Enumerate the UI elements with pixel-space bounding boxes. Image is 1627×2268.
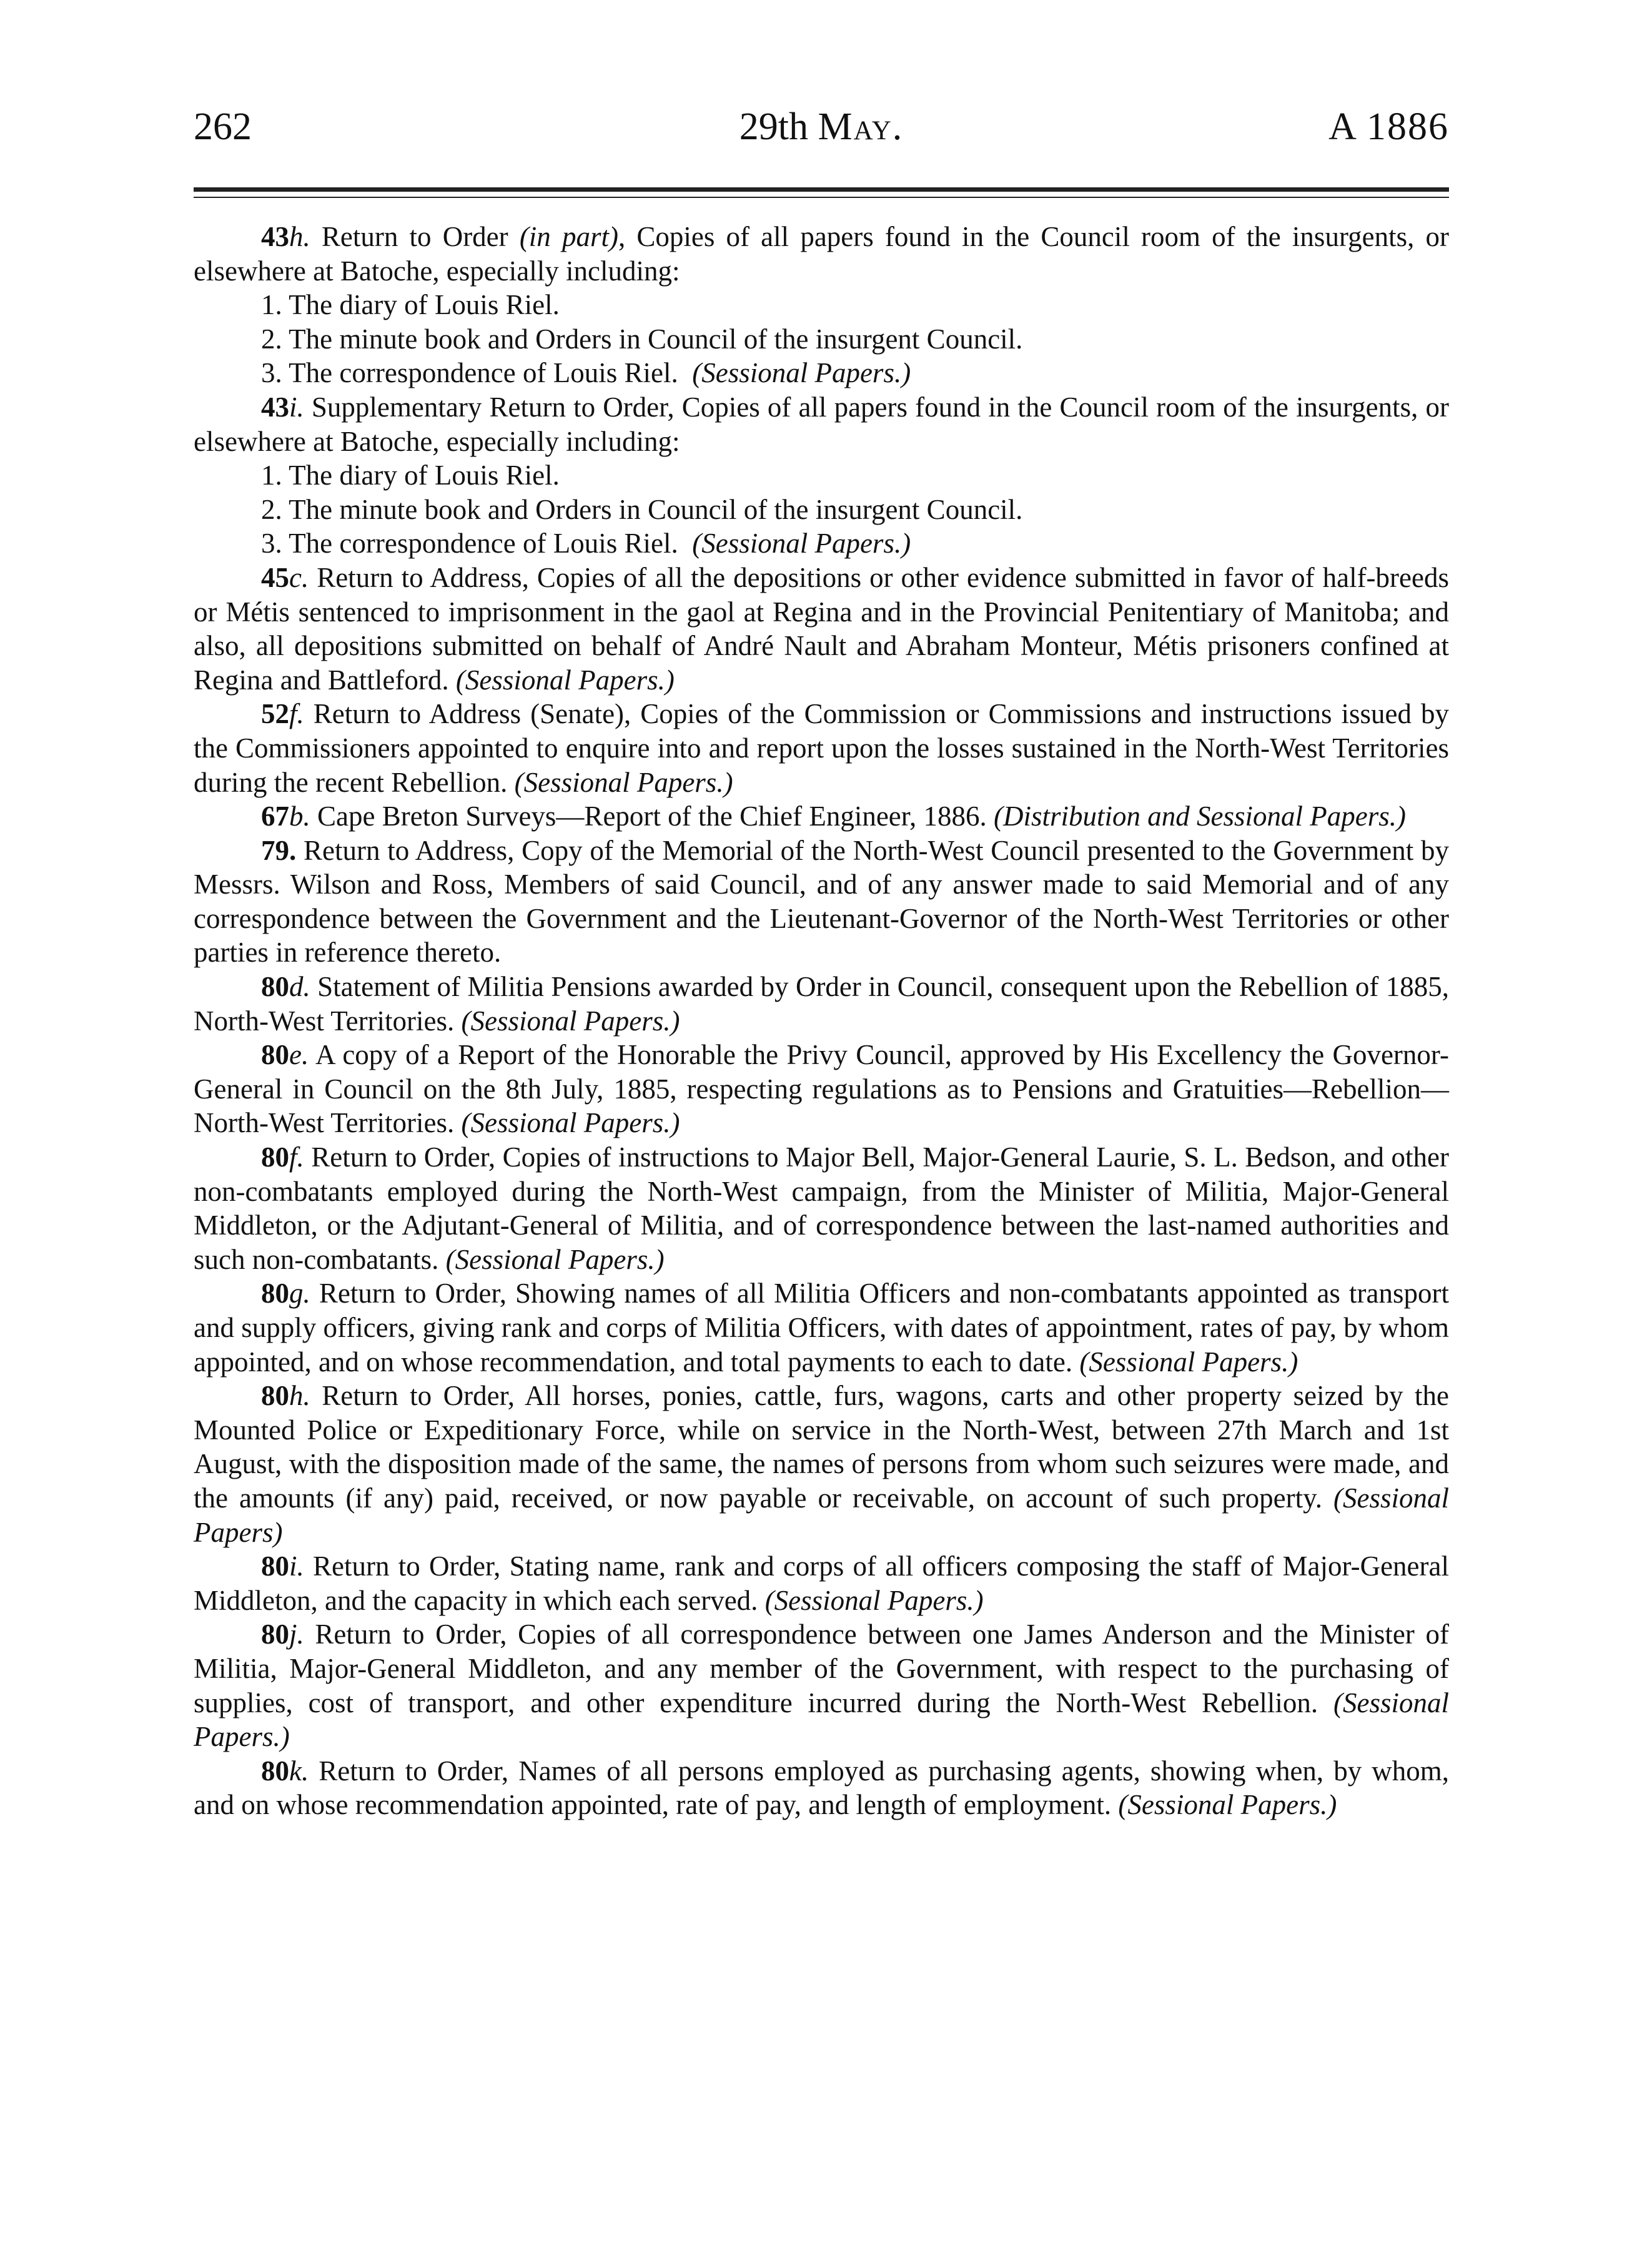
- entry-number: 80: [261, 1551, 289, 1582]
- entry-80h: [194, 1379, 1449, 1549]
- entry-80g: [194, 1276, 1449, 1379]
- entry-number: 80: [261, 1619, 289, 1650]
- entry-suffix: g.: [289, 1278, 310, 1309]
- entry-text: 43i. Supplementary Return to Order, Copies of all papers found in the Council room of the insurgents, or elsewhere at Batoche, especially including:: [194, 391, 1449, 457]
- entry-number: 80: [261, 1380, 289, 1412]
- entry-suffix: i.: [289, 1551, 304, 1582]
- entry-text: 80f. Return to Order, Copies of instructions to Major Bell, Major-General Laurie, S. L. Bedson, and other non-combatants employed during the North-West campaign, from the Minister of Militia, Major-General Middleton, or the Adjutant-General of Militia, and of correspondence between the last-named authorities and such non-combatants. (Sessional Papers.): [194, 1141, 1449, 1275]
- header-date: [194, 105, 1449, 149]
- entry-closing: (Sessional Papers.): [692, 357, 911, 389]
- entry-number: 80: [261, 1039, 289, 1071]
- entries-list: [194, 220, 1449, 1822]
- entry-number: 45: [261, 561, 289, 593]
- header-date-day: 29th: [739, 106, 808, 148]
- header-rule-thick: [194, 187, 1449, 192]
- entry-suffix: h.: [289, 1380, 310, 1412]
- entry-80i: [194, 1549, 1449, 1617]
- entry-suffix: e.: [289, 1039, 309, 1071]
- entry-number: 67: [261, 801, 289, 832]
- entry-list-item: 3. The correspondence of Louis Riel. (Sessional Papers.): [261, 528, 911, 560]
- entry-closing: (Sessional Papers.): [194, 1687, 1449, 1753]
- entry-suffix: f.: [289, 698, 304, 730]
- entry-closing: (Sessional Papers.): [461, 1005, 680, 1037]
- entry-closing: (Sessional Papers.): [764, 1584, 984, 1616]
- entry-closing: (Sessional Papers.): [692, 528, 911, 560]
- header-rule-thin: [194, 197, 1449, 198]
- entry-45c: [194, 561, 1449, 697]
- entry-text: 80k. Return to Order, Names of all persons employed as purchasing agents, showing when, by whom, and on whose recommendation appointed, rate of pay, and length of employment. (Sessional Papers.): [194, 1755, 1449, 1821]
- entry-52f: [194, 697, 1449, 799]
- entry-closing: (Distribution and Sessional Papers.): [993, 801, 1406, 832]
- entry-suffix: d.: [289, 971, 310, 1003]
- entry-closing: (Sessional Papers): [194, 1482, 1449, 1548]
- entry-number: 80: [261, 1141, 289, 1173]
- entry-number: 80: [261, 1278, 289, 1309]
- entry-text: 43h. Return to Order (in part), Copies of all papers found in the Council room of the insurgents, or elsewhere at Batoche, especially including:: [194, 221, 1449, 287]
- entry-43i: [194, 390, 1449, 561]
- entry-closing: (Sessional Papers.): [514, 766, 733, 798]
- entry-closing: (Sessional Papers.): [445, 1243, 665, 1275]
- entry-80f: [194, 1140, 1449, 1276]
- entry-80d: [194, 970, 1449, 1038]
- entry-text: 52f. Return to Address (Senate), Copies of the Commission or Commissions and instructions issued by the Commissioners appointed to enquire into and report upon the losses sustained in the North-West Territories during the recent Rebellion. (Sessional Papers.): [194, 698, 1449, 798]
- entry-text: 80g. Return to Order, Showing names of all Militia Officers and non-combatants appointed as transport and supply officers, giving rank and corps of Militia Officers, with dates of appointment, rates of pay, by whom appointed, and on whose recommendation, and total payments to each to date. (Sessional Papers.): [194, 1278, 1449, 1378]
- entry-number: 80: [261, 1755, 289, 1787]
- entry-text: 80e. A copy of a Report of the Honorable the Privy Council, approved by His Excellency the Governor-General in Council on the 8th July, 1885, respecting regulations as to Pensions and Gratuities—Rebellion—North-West Territories. (Sessional Papers.): [194, 1039, 1449, 1139]
- entry-suffix: h.: [289, 221, 310, 252]
- entry-text: 80d. Statement of Militia Pensions awarded by Order in Council, consequent upon the Rebellion of 1885, North-West Territories. (Sessional Papers.): [194, 971, 1449, 1037]
- entry-80e: [194, 1038, 1449, 1140]
- entry-79: [194, 834, 1449, 970]
- entry-number: 43: [261, 391, 289, 423]
- entry-suffix: f.: [289, 1141, 304, 1173]
- entry-list-item: 2. The minute book and Orders in Council of the insurgent Council.: [261, 493, 1023, 525]
- entry-67b: [194, 799, 1449, 834]
- header-date-month: May.: [818, 106, 904, 148]
- entry-text: 80j. Return to Order, Copies of all correspondence between one James Anderson and the Minister of Militia, Major-General Middleton, and any member of the Government, with respect to the purchasing of supplies, cost of transport, and other expenditure incurred during the North-West Rebellion. (Sessional Papers.): [194, 1619, 1449, 1753]
- page-number: 262: [194, 106, 252, 148]
- entry-43h: [194, 220, 1449, 390]
- entry-number: 80: [261, 971, 289, 1003]
- entry-suffix: c.: [289, 561, 309, 593]
- entry-list-item: 3. The correspondence of Louis Riel. (Sessional Papers.): [261, 357, 911, 389]
- entry-number: 79.: [261, 834, 297, 866]
- entry-80k: [194, 1754, 1449, 1822]
- entry-closing: (Sessional Papers.): [1118, 1789, 1337, 1821]
- entry-list-item: 1. The diary of Louis Riel.: [261, 460, 560, 491]
- entry-closing: (Sessional Papers.): [461, 1107, 680, 1139]
- entry-list-item: 1. The diary of Louis Riel.: [261, 289, 560, 321]
- entry-text: 80i. Return to Order, Stating name, rank and corps of all officers composing the staff of Major-General Middleton, and the capacity in which each served. (Sessional Papers.): [194, 1551, 1449, 1616]
- entry-text: 67b. Cape Breton Surveys—Report of the Chief Engineer, 1886. (Distribution and Sessional Papers.): [261, 801, 1406, 832]
- entry-suffix: i.: [289, 391, 304, 423]
- entry-suffix: k.: [289, 1755, 309, 1787]
- entry-number: 52: [261, 698, 289, 730]
- entry-number: 43: [261, 221, 289, 252]
- entry-text: 45c. Return to Address, Copies of all the depositions or other evidence submitted in favor of half-breeds or Métis sentenced to imprisonment in the gaol at Regina and in the Provincial Penitentiary of Manitoba; and also, all depositions submitted on behalf of André Nault and Abraham Monteur, Métis prisoners confined at Regina and Battleford. (Sessional Papers.): [194, 561, 1449, 696]
- entry-80j: [194, 1617, 1449, 1753]
- entry-list-item: 2. The minute book and Orders in Council of the insurgent Council.: [261, 323, 1023, 355]
- entry-text: 79. Return to Address, Copy of the Memorial of the North-West Council presented to the Government by Messrs. Wilson and Ross, Members of said Council, and of any answer made to said Memorial and of any correspondence between the Government and the Lieutenant-Governor of the North-West Territories or other parties in reference thereto.: [194, 834, 1449, 969]
- entry-closing: (Sessional Papers.): [455, 664, 675, 696]
- entry-closing: (Sessional Papers.): [1079, 1346, 1298, 1378]
- page-header: [194, 105, 1449, 174]
- entry-suffix: b.: [289, 801, 310, 832]
- entry-suffix: j.: [289, 1619, 304, 1650]
- entry-text: 80h. Return to Order, All horses, ponies, cattle, furs, wagons, carts and other property seized by the Mounted Police or Expeditionary Force, while on service in the North-West, between 27th March and 1st August, with the disposition made of the same, the names of persons from whom such seizures were made, and the amounts (if any) paid, received, or now payable or receivable, on account of such property. (Sessional Papers): [194, 1380, 1449, 1548]
- header-year: A 1886: [1328, 106, 1449, 148]
